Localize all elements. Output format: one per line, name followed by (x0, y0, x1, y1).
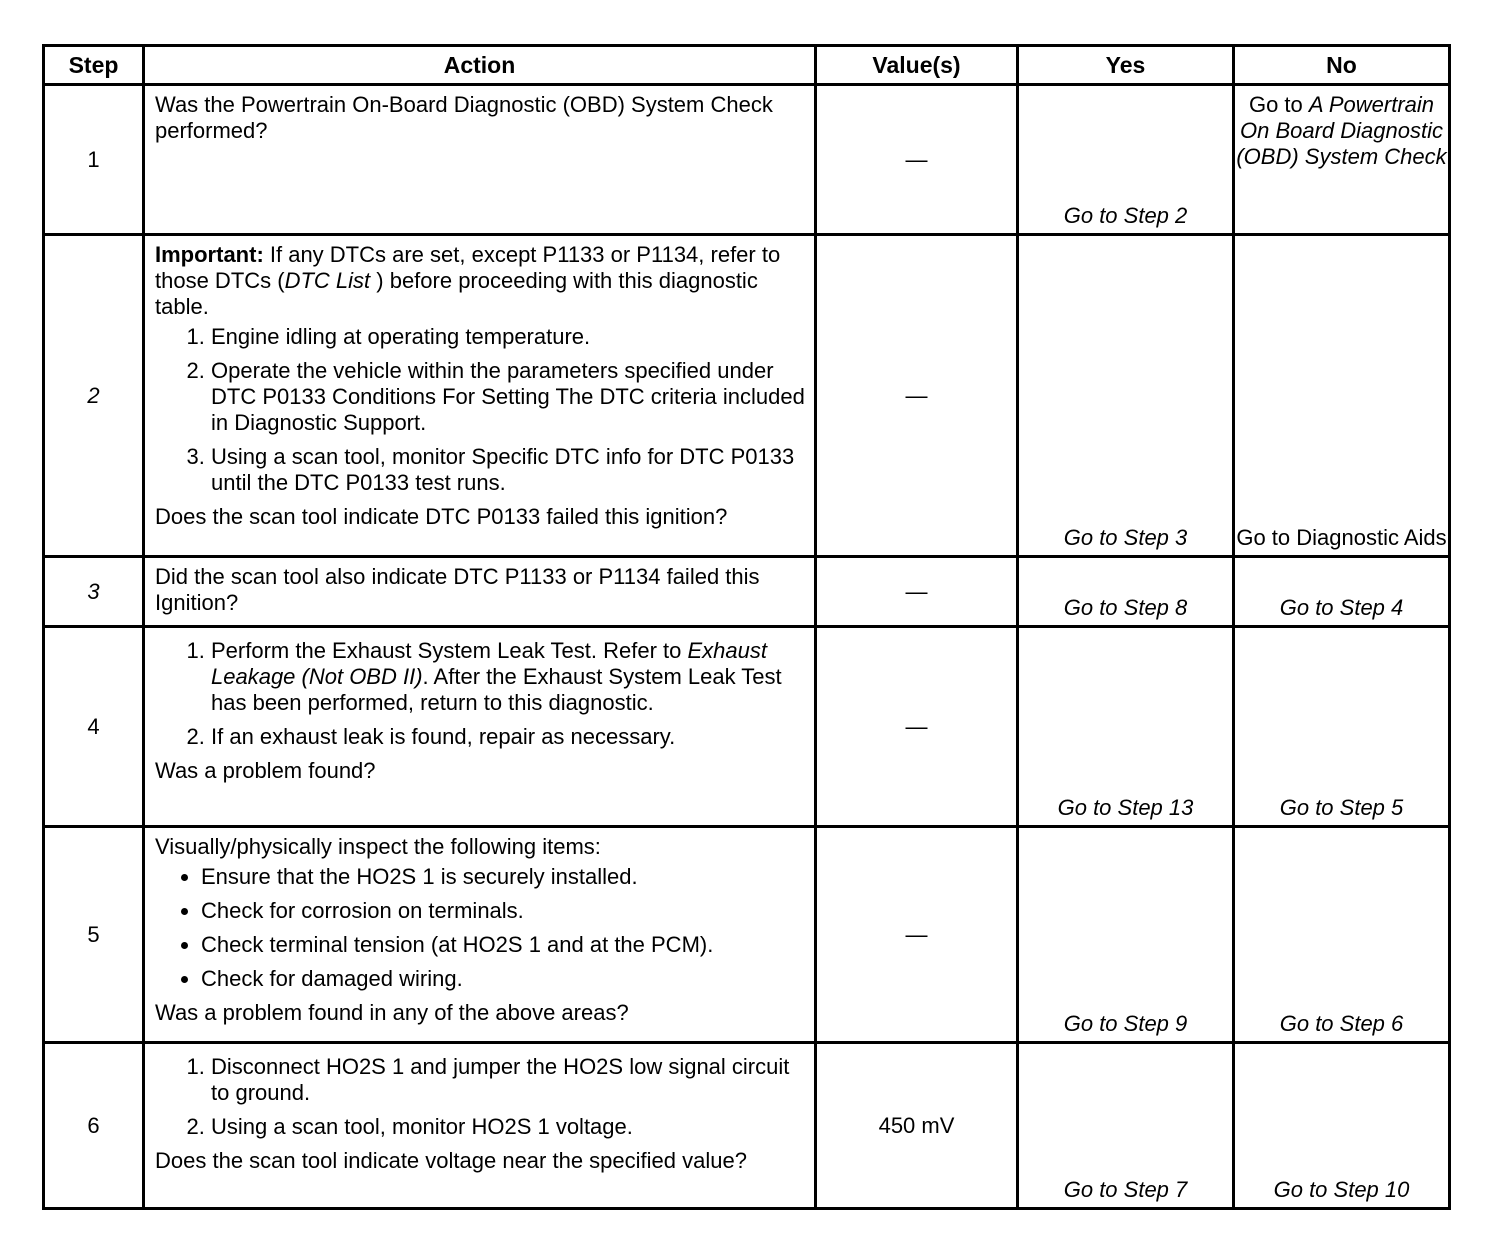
table-row (44, 1043, 1450, 1209)
table-row (44, 827, 1450, 1043)
item-text: Perform the Exhaust System Leak Test. Refer to (211, 638, 688, 663)
action-cell (144, 627, 816, 827)
table-row (44, 557, 1450, 627)
procedure-list (155, 638, 806, 750)
step-number: 5 (44, 827, 144, 1043)
important-label: Important: (155, 242, 264, 267)
list-item: 2. Operate the vehicle within the parameters specified under DTC P0133 Conditions For Setting The DTC criteria included in Diagnostic Support. (211, 358, 806, 436)
yes-cell: Go to Step 2 (1018, 85, 1234, 235)
step-number: 3 (44, 557, 144, 627)
list-item: 3. Using a scan tool, monitor Specific DTC info for DTC P0133 until the DTC P0133 test runs. (211, 444, 806, 496)
important-text-a: If any DTCs are set, except P1133 or P1134, refer to those DTCs ( (155, 242, 781, 293)
yes-cell: Go to Step 9 (1018, 827, 1234, 1043)
procedure-list (155, 324, 806, 496)
header-values: Value(s) (816, 46, 1018, 85)
action-cell (144, 827, 816, 1043)
header-no: No (1234, 46, 1450, 85)
value-cell: — (816, 557, 1018, 627)
list-item: • Check for damaged wiring. (201, 966, 806, 992)
value-cell: — (816, 85, 1018, 235)
important-text-b: ) before proceeding with this diagnostic table. (155, 268, 758, 319)
list-item: 1. Disconnect HO2S 1 and jumper the HO2S low signal circuit to ground. (211, 1054, 806, 1106)
yes-cell: Go to Step 8 (1018, 557, 1234, 627)
no-reference: A Powertrain On Board Diagnostic (OBD) System Check (1236, 92, 1447, 169)
procedure-list (155, 1054, 806, 1140)
question-text: Does the scan tool indicate DTC P0133 failed this ignition? (155, 504, 728, 529)
table-row (44, 627, 1450, 827)
inspection-list (155, 864, 806, 992)
no-cell: Go to Step 5 (1234, 627, 1450, 827)
yes-cell: Go to Step 13 (1018, 627, 1234, 827)
header-row (44, 46, 1450, 85)
no-cell: Go to Step 6 (1234, 827, 1450, 1043)
value-cell: — (816, 827, 1018, 1043)
list-item (211, 638, 806, 716)
intro-text: Visually/physically inspect the following items: (155, 834, 601, 859)
step-number: 1 (44, 85, 144, 235)
item-text: . After the Exhaust System Leak Test has been performed, return to this diagnostic. (211, 664, 782, 715)
list-item: 2. If an exhaust leak is found, repair as necessary. (211, 724, 806, 750)
value-cell: — (816, 627, 1018, 827)
header-yes: Yes (1018, 46, 1234, 85)
list-item: • Ensure that the HO2S 1 is securely installed. (201, 864, 806, 890)
list-item: 1. Engine idling at operating temperature. (211, 324, 806, 350)
yes-cell: Go to Step 3 (1018, 235, 1234, 557)
question-text: Was a problem found in any of the above areas? (155, 1000, 629, 1025)
question-text: Does the scan tool indicate voltage near the specified value? (155, 1148, 747, 1173)
step-number: 4 (44, 627, 144, 827)
header-step: Step (44, 46, 144, 85)
table-row (44, 235, 1450, 557)
action-cell (144, 85, 816, 235)
header-action: Action (144, 46, 816, 85)
question-text: Was a problem found? (155, 758, 376, 783)
list-item: 2. Using a scan tool, monitor HO2S 1 voltage. (211, 1114, 806, 1140)
action-cell (144, 557, 816, 627)
no-lead: Go to (1248, 92, 1309, 117)
action-cell (144, 235, 816, 557)
list-item: • Check for corrosion on terminals. (201, 898, 806, 924)
diagnostic-table (42, 44, 1451, 1210)
step-number: 2 (44, 235, 144, 557)
yes-cell: Go to Step 7 (1018, 1043, 1234, 1209)
important-note (155, 242, 806, 320)
action-text: Did the scan tool also indicate DTC P1133 or P1134 failed this Ignition? (155, 564, 760, 615)
no-cell (1234, 85, 1450, 235)
no-cell: Go to Diagnostic Aids (1234, 235, 1450, 557)
list-item: • Check terminal tension (at HO2S 1 and at the PCM). (201, 932, 806, 958)
value-cell: 450 mV (816, 1043, 1018, 1209)
dtc-list-reference: DTC List (284, 268, 371, 293)
value-cell: — (816, 235, 1018, 557)
step-number: 6 (44, 1043, 144, 1209)
no-cell: Go to Step 4 (1234, 557, 1450, 627)
table-row (44, 85, 1450, 235)
action-cell (144, 1043, 816, 1209)
no-cell: Go to Step 10 (1234, 1043, 1450, 1209)
exhaust-leakage-reference: Exhaust Leakage (Not OBD II) (211, 638, 767, 689)
action-text: Was the Powertrain On-Board Diagnostic (OBD) System Check performed? (155, 92, 773, 143)
